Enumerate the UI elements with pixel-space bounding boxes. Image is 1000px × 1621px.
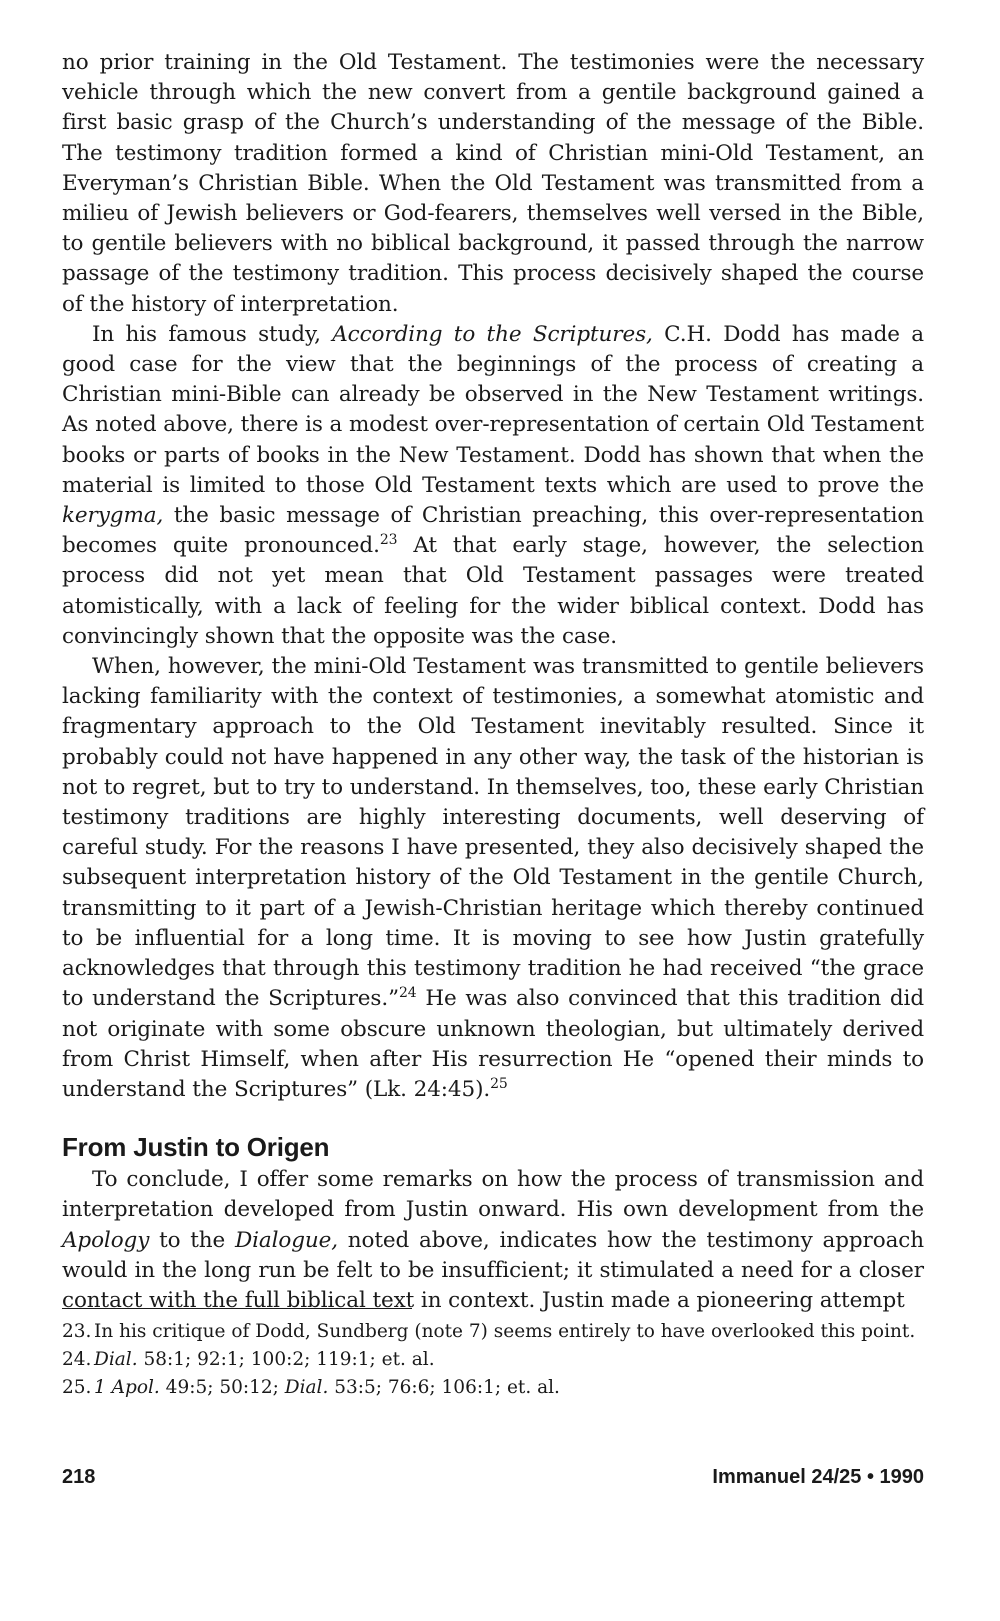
paragraph-4-text-c: noted above, indicates how the testimony approach would in the long run be felt to be insufficient; it stimulated a need for a closer contact with the full biblical text in context. Justin made a pioneering attempt <box>62 1227 924 1313</box>
section-heading: From Justin to Origen <box>62 1132 330 1163</box>
footnote-number: 24. <box>62 1349 92 1370</box>
paragraph-4-text-b: to the <box>149 1227 235 1253</box>
paragraph-4 <box>62 1165 924 1316</box>
footnote-text <box>94 1374 924 1402</box>
footnote-ref-23: 23 <box>379 532 398 549</box>
title-apology: Apology <box>62 1227 150 1253</box>
title-dialogue: Dialogue, <box>234 1227 338 1253</box>
page-number: 218 <box>62 1466 96 1488</box>
footnote-abbrev: 1 Apol. <box>94 1377 160 1398</box>
footnotes <box>62 1318 924 1402</box>
paragraph-3-text-b: He was also convinced that this tradition did not originate with some obscure unknown theologian, but ultimately derived from Christ Himself, when after His resurrection He “opened their minds to understand the Scriptures” (Lk. 24:45). <box>62 986 924 1102</box>
paragraph-2 <box>62 320 924 652</box>
journal-info: Immanuel 24/25 • 1990 <box>712 1466 924 1488</box>
footnote-abbrev: Dial. <box>284 1377 329 1398</box>
paragraph-1 <box>62 48 924 320</box>
footnote-ref-25: 25 <box>490 1075 508 1092</box>
paragraph-2-text-c: the basic message of Christian preaching, this over-representation becomes quite pronounced. <box>62 503 924 559</box>
footnote-divider <box>62 1308 412 1309</box>
term-kerygma: kerygma, <box>62 503 164 529</box>
paragraph-2-text-b: C.H. Dodd has made a good case for the view that the beginnings of the process of creating a Christian mini-Bible can already be observed in the New Testament writings. As noted above, there is a modest over-representation of certain Old Testament books or parts of books in the New Testament. Dodd has shown that when the material is limited to those Old Testament texts which are used to prove the <box>62 321 924 498</box>
paragraph-2-text-a: In his famous study, <box>92 321 333 347</box>
footnote-abbrev: Dial. <box>94 1349 138 1370</box>
footnote-refs: 53:5; 76:6; 106:1; et. al. <box>328 1377 560 1398</box>
footnote-number: 23. <box>62 1321 92 1342</box>
body-text <box>62 48 924 1316</box>
footnote-25 <box>62 1374 924 1402</box>
paragraph-2-text-d: At that early stage, however, the selection process did not yet mean that Old Testament passages were treated atomistically, with a lack of feeling for the wider biblical context. Dodd has convincingly shown that the opposite was the case. <box>62 533 924 649</box>
footnote-refs: 58:1; 92:1; 100:2; 119:1; et. al. <box>137 1349 435 1370</box>
page-footer <box>62 1466 924 1489</box>
footnote-text <box>94 1346 924 1374</box>
paragraph-3-text-a: When, however, the mini-Old Testament was transmitted to gentile believers lacking familiarity with the context of testimonies, a somewhat atomistic and fragmentary approach to the Old Testament inevitably resulted. Since it probably could not have happened in any other way, the task of the historian is not to regret, but to try to understand. In themselves, too, these early Christian testimony traditions are highly interesting documents, well deserving of careful study. For the reasons I have presented, they also decisively shaped the subsequent interpretation history of the Old Testament in the gentile Church, transmitting to it part of a Jewish-Christian heritage which thereby continued to be influential for a long time. It is moving to see how Justin gratefully acknowledges that through this testimony tradition he had received “the grace to understand the Scriptures.” <box>62 654 924 1012</box>
paragraph-3 <box>62 652 924 1105</box>
footnote-number: 25. <box>62 1377 92 1398</box>
paragraph-4-text-a: To conclude, I offer some remarks on how the process of transmission and interpretation developed from Justin onward. His own development from the <box>62 1167 924 1223</box>
footnote-24 <box>62 1346 924 1374</box>
footnote-ref-24: 24 <box>398 985 417 1002</box>
paragraph-1-text: no prior training in the Old Testament. The testimonies were the necessary vehicle through which the new convert from a gentile background gained a first basic grasp of the Church’s understanding of the message of the Bible. The testimony tradition formed a kind of Christian mini-Old Testament, an Everyman’s Christian Bible. When the Old Testament was transmitted from a milieu of Jewish believers or God-fearers, themselves well versed in the Bible, to gentile believers with no biblical background, it passed through the narrow passage of the testimony tradition. This process decisively shaped the course of the history of interpretation. <box>62 50 924 317</box>
footnote-23 <box>62 1318 924 1346</box>
book-title: According to the Scriptures, <box>332 321 653 347</box>
footnote-text: In his critique of Dodd, Sundberg (note 7) seems entirely to have overlooked this point. <box>94 1321 916 1342</box>
footnote-refs: 49:5; 50:12; <box>159 1377 285 1398</box>
